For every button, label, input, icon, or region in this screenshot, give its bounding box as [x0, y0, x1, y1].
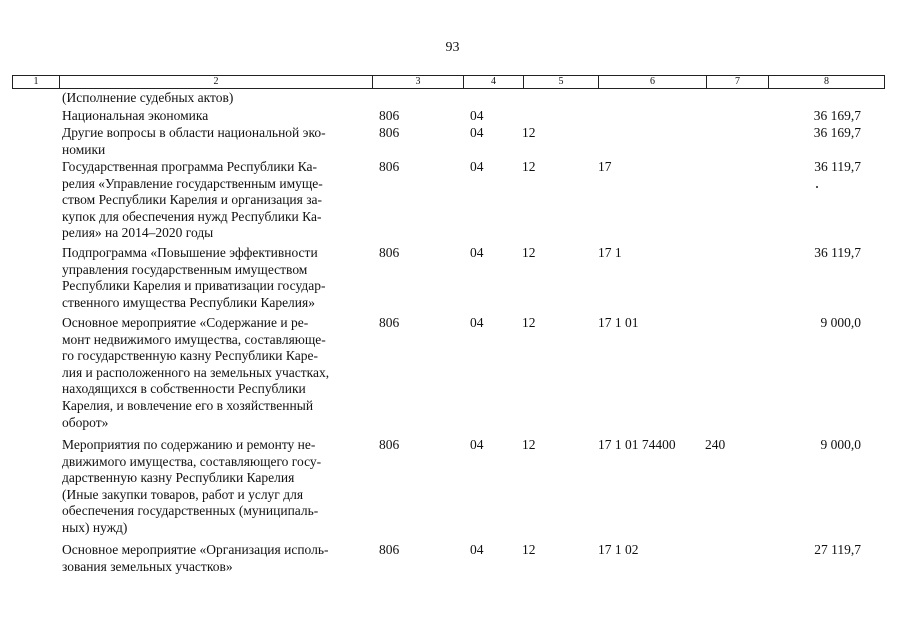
- row-name: [62, 245, 370, 311]
- row-c6: 17: [598, 159, 612, 174]
- header-cell-4: 4: [463, 76, 523, 88]
- row-c5: 12: [522, 245, 536, 260]
- row-name-line: релия «Управление государственным имуще-: [62, 175, 323, 191]
- header-cell-1: 1: [33, 76, 39, 87]
- row-name-line: обеспечения государственных (муниципаль-: [62, 503, 319, 519]
- row-name-line: (Исполнение судебных актов): [62, 90, 234, 105]
- header-cell-8: 8: [768, 76, 884, 88]
- row-c4: 04: [470, 125, 484, 140]
- row-name-line: оборот»: [62, 414, 109, 430]
- row-c3: 806: [379, 125, 400, 140]
- row-name-line: управления государственным имуществом: [62, 261, 308, 277]
- header-cell-7: 7: [706, 76, 768, 88]
- row-name-line: зования земельных участков»: [62, 558, 233, 574]
- header-cell-3: 3: [372, 76, 463, 88]
- row-name: [62, 90, 370, 107]
- row-c5: 12: [522, 159, 536, 174]
- row-name-line: Основное мероприятие «Организация исполь-: [62, 542, 329, 557]
- page-number: 93: [445, 40, 460, 55]
- row-c8: 9 000,0: [820, 315, 861, 330]
- row-name-line: Мероприятия по содержанию и ремонту не-: [62, 437, 316, 452]
- row-c4: 04: [470, 542, 484, 557]
- row-name-line: Основное мероприятие «Содержание и ре-: [62, 315, 309, 330]
- row-name-line: го государственную казну Республики Каре-: [62, 348, 318, 364]
- row-name-line: Карелия, и вовлечение его в хозяйственный: [62, 397, 314, 413]
- row-name-line: номики: [62, 141, 106, 157]
- row-c5: 12: [522, 437, 536, 452]
- row-name-line: находящихся в собственности Республики: [62, 381, 306, 397]
- row-c3: 806: [379, 542, 400, 557]
- row-name: [62, 159, 370, 242]
- row-c6: 17 1 02: [598, 542, 639, 557]
- row-c8: 36 169,7: [813, 108, 861, 123]
- row-name-line: лия и расположенного на земельных участках,: [62, 364, 330, 380]
- row-name-line: Подпрограмма «Повышение эффективности: [62, 245, 318, 260]
- row-c7: 240: [705, 437, 726, 452]
- row-name-line: Другие вопросы в области национальной эко-: [62, 125, 326, 140]
- row-name-line: движимого имущества, составляющего госу-: [62, 453, 322, 469]
- row-name: [62, 542, 370, 575]
- scan-speck: [816, 186, 818, 188]
- row-c3: 806: [379, 437, 400, 452]
- row-name-line: ством Республики Карелия и организация за-: [62, 192, 323, 208]
- row-name-line: (Иные закупки товаров, работ и услуг для: [62, 486, 304, 502]
- row-name-line: Республики Карелия и приватизации государ-: [62, 278, 326, 294]
- row-name-line: ственного имущества Республики Карелия»: [62, 294, 315, 310]
- header-cell-5: 5: [523, 76, 598, 88]
- row-c6: 17 1 01: [598, 315, 639, 330]
- row-c3: 806: [379, 159, 400, 174]
- row-name-line: Национальная экономика: [62, 108, 209, 123]
- row-name: [62, 315, 370, 431]
- row-name: [62, 108, 370, 125]
- row-c4: 04: [470, 437, 484, 452]
- row-c3: 806: [379, 245, 400, 260]
- row-c8: 9 000,0: [820, 437, 861, 452]
- row-c5: 12: [522, 125, 536, 140]
- header-cell-6: 6: [598, 76, 706, 88]
- row-name-line: релия» на 2014–2020 годы: [62, 225, 214, 241]
- row-name-line: Государственная программа Республики Ка-: [62, 159, 318, 174]
- row-name: [62, 437, 370, 537]
- row-c8: 27 119,7: [814, 542, 861, 557]
- table-header-row: [12, 75, 885, 89]
- row-name-line: ных) нужд): [62, 519, 128, 535]
- row-c5: 12: [522, 315, 536, 330]
- row-c4: 04: [470, 108, 484, 123]
- row-c6: 17 1 01 74400: [598, 437, 676, 452]
- row-c6: 17 1: [598, 245, 622, 260]
- row-c4: 04: [470, 245, 484, 260]
- row-c3: 806: [379, 108, 400, 123]
- row-name-line: монт недвижимого имущества, составляюще-: [62, 331, 326, 347]
- row-c8: 36 119,7: [814, 245, 861, 260]
- row-c4: 04: [470, 159, 484, 174]
- row-name-line: купок для обеспечения нужд Республики Ка-: [62, 208, 322, 224]
- row-name-line: дарственную казну Республики Карелия: [62, 470, 295, 486]
- header-cell-2: 2: [59, 76, 372, 88]
- row-name: [62, 125, 370, 158]
- row-c8: 36 169,7: [813, 125, 861, 140]
- row-c8: 36 119,7: [814, 159, 861, 174]
- row-c5: 12: [522, 542, 536, 557]
- row-c3: 806: [379, 315, 400, 330]
- row-c4: 04: [470, 315, 484, 330]
